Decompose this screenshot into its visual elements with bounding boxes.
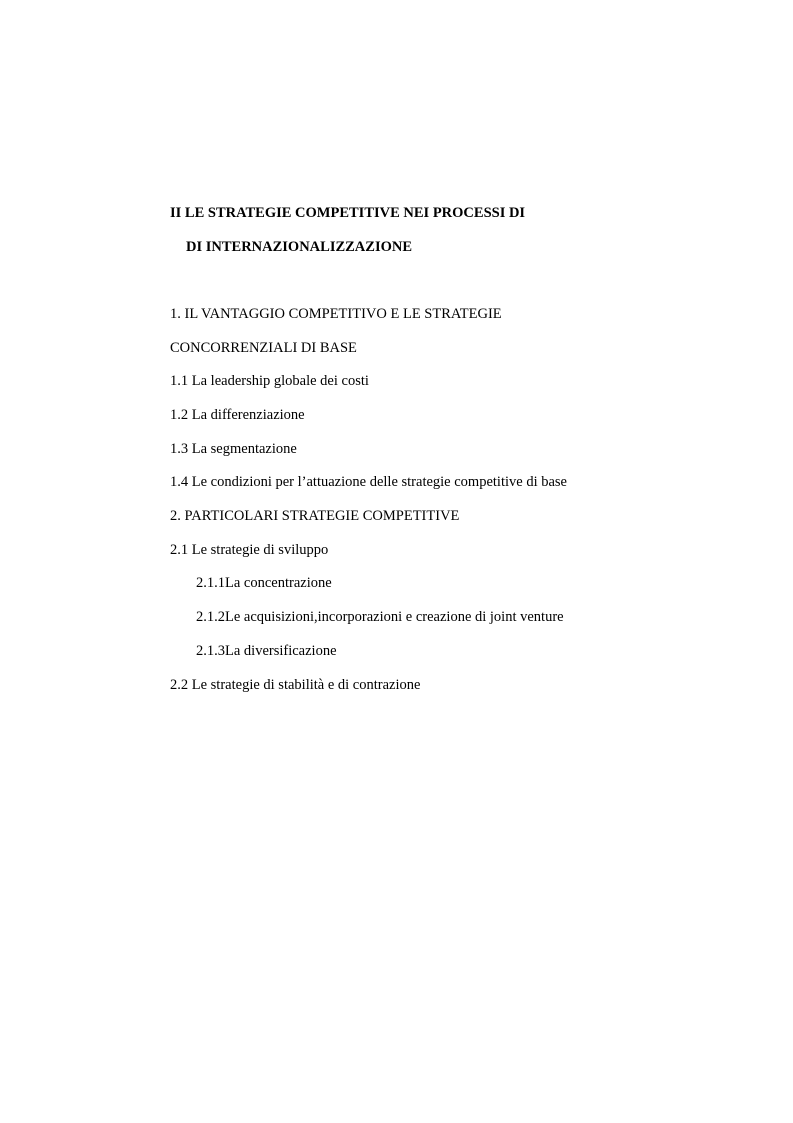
toc-section-1-line-2: CONCORRENZIALI DI BASE (170, 340, 357, 356)
toc-item-1-4: 1.4 Le condizioni per l’attuazione delle strategie competitive di base (170, 474, 567, 490)
toc-item-1-2: 1.2 La differenziazione (170, 407, 305, 423)
toc-item-2-1: 2.1 Le strategie di sviluppo (170, 542, 329, 558)
toc-section-2: 2. PARTICOLARI STRATEGIE COMPETITIVE (170, 508, 460, 524)
toc-item-2-1-1: 2.1.1La concentrazione (196, 575, 332, 591)
toc-item-1-3: 1.3 La segmentazione (170, 441, 297, 457)
toc-item-2-2: 2.2 Le strategie di stabilità e di contrazione (170, 677, 421, 693)
chapter-title-line-2: DI INTERNAZIONALIZZAZIONE (186, 239, 413, 255)
toc-item-1-1: 1.1 La leadership globale dei costi (170, 373, 369, 389)
toc-item-2-1-3: 2.1.3La diversificazione (196, 643, 337, 659)
chapter-title-line-1: II LE STRATEGIE COMPETITIVE NEI PROCESSI DI (170, 205, 526, 221)
toc-item-2-1-2: 2.1.2Le acquisizioni,incorporazioni e creazione di joint venture (196, 609, 564, 625)
toc-section-1-line-1: 1. IL VANTAGGIO COMPETITIVO E LE STRATEGIE (170, 306, 502, 322)
